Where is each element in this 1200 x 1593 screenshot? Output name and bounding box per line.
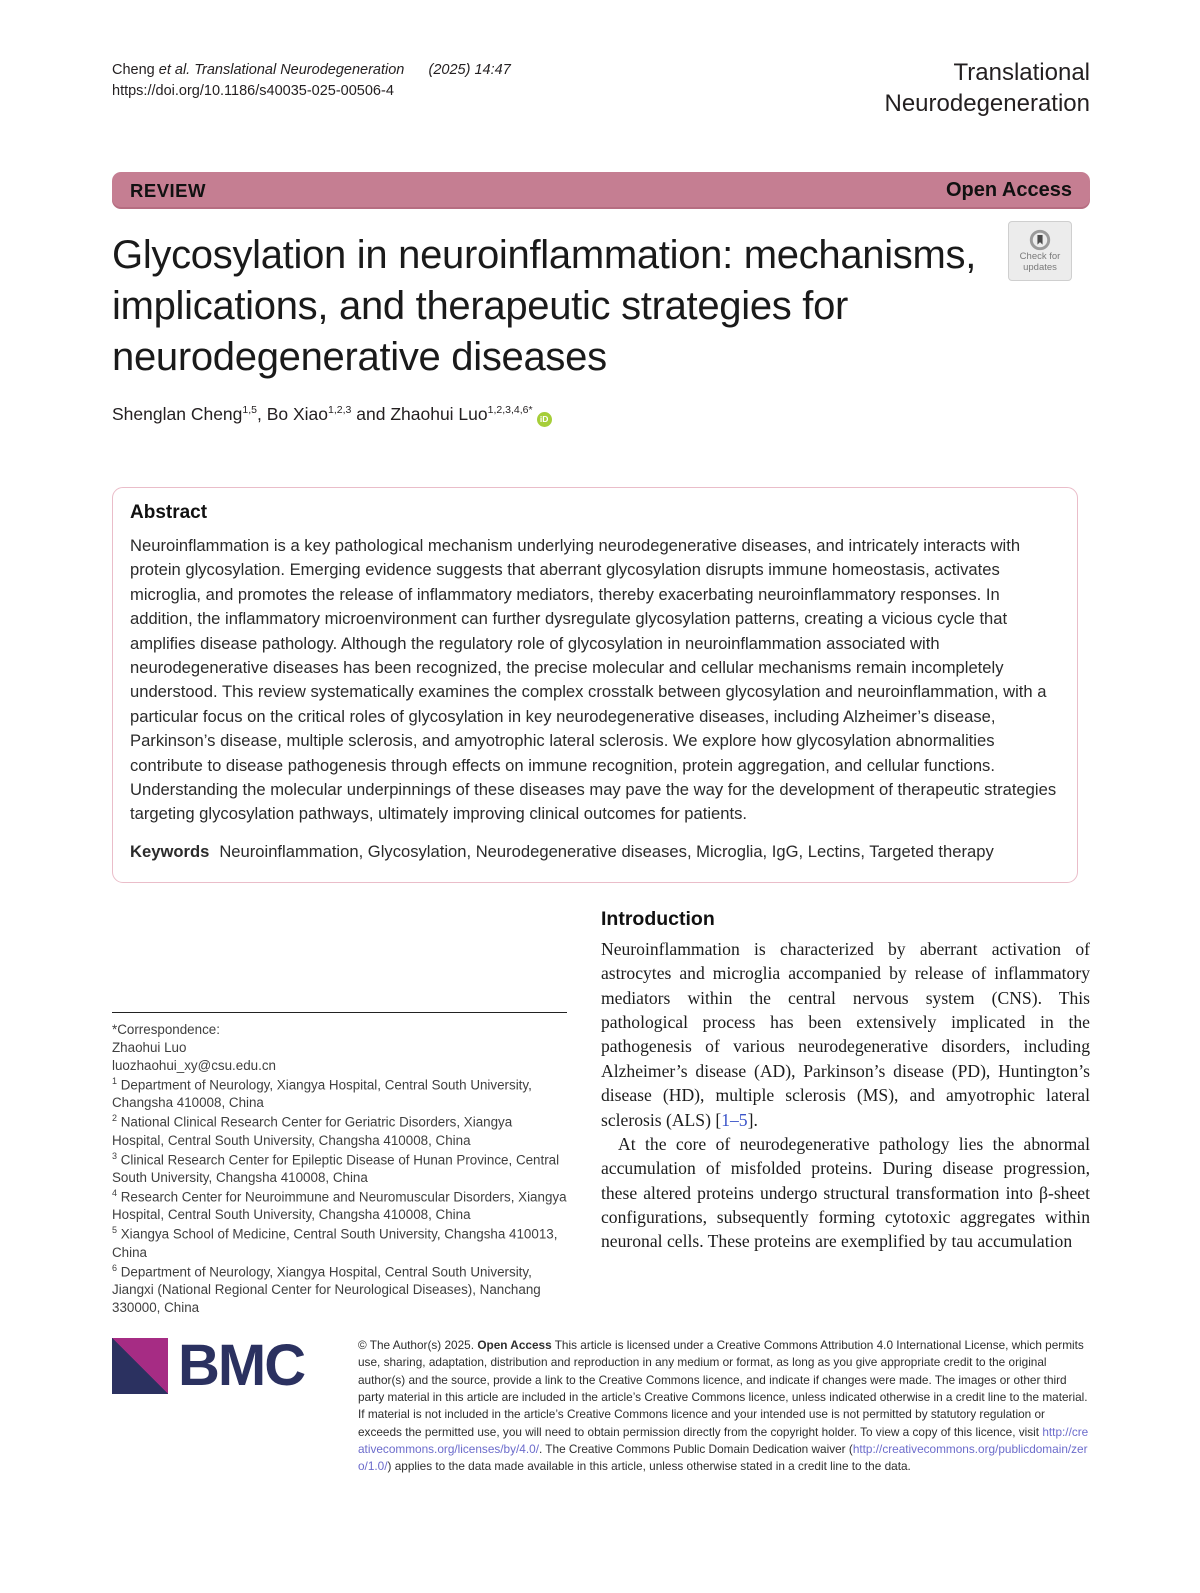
correspondence-block <box>112 1012 567 1317</box>
keywords-text: Neuroinflammation, Glycosylation, Neurodegenerative diseases, Microglia, IgG, Lectins, Targeted therapy <box>219 841 994 861</box>
citation-author: Cheng <box>112 62 159 78</box>
bmc-logo-square-icon <box>112 1338 168 1394</box>
correspondence-label: *Correspondence: <box>112 1022 220 1037</box>
introduction-section <box>601 908 1090 1254</box>
license-body-2: . The Creative Commons Public Domain Dedication waiver ( <box>538 1441 853 1456</box>
license-link-public-domain[interactable]: http://creativecommons.org/publicdomain/zero/1.0/ <box>358 1441 1088 1474</box>
abstract-box <box>112 487 1078 883</box>
author-separator: , <box>257 404 267 424</box>
bmc-logo <box>112 1333 305 1398</box>
citation-journal-italic: et al. Translational Neurodegeneration <box>158 62 405 78</box>
keywords-line <box>130 840 1060 864</box>
journal-name-line2: Neurodegeneration <box>884 89 1090 117</box>
article-type-label: REVIEW <box>130 179 206 201</box>
correspondence-divider <box>112 1012 567 1013</box>
license-link-cc-by[interactable]: http://creativecommons.org/licenses/by/4.0/ <box>358 1424 1089 1456</box>
doi-link[interactable]: https://doi.org/10.1186/s40035-025-00506-4 <box>112 83 394 100</box>
license-copyright: © The Author(s) 2025. <box>358 1338 478 1352</box>
affiliation-6: $^6$ Department of Neurology, Xiangya Hospital, Central South University, Jiangxi (National Regional Center for Neurological Diseases), Nanchang 330000, China <box>112 1262 541 1316</box>
journal-name <box>885 58 1091 119</box>
affiliation-4: $^4$ Research Center for Neuroimmune and Neuromuscular Disorders, Xiangya Hospital, Central South University, Changsha 410008, China <box>112 1187 567 1223</box>
abstract-body: Neuroinflammation is a key pathological mechanism underlying neurodegenerative diseases, and intricately interacts with protein glycosylation. Emerging evidence suggests that aberrant glycosylation disrupts immune homeostasis, activates microglia, and promotes the release of inflammatory mediators, thereby exacerbating neuroinflammatory responses. In addition, the inflammatory microenvironment can further dysregulate glycosylation patterns, creating a vicious cycle that amplifies disease pathology. Although the regulatory role of glycosylation in neuroinflammation associated with neurodegenerative diseases has been recognized, the precise molecular and cellular mechanisms remain incompletely understood. This review systematically examines the complex crosstalk between glycosylation and neuroinflammation, with a particular focus on the critical roles of glycosylation in key neurodegenerative diseases, including Alzheimer’s disease, Parkinson’s disease, multiple sclerosis, and amyotrophic lateral sclerosis. We explore how glycosylation abnormalities contribute to disease pathogenesis through effects on immune recognition, protein aggregation, and cellular functions. Understanding the molecular underpinnings of these diseases may pave the way for the development of therapeutic strategies targeting glycosylation pathways, ultimately improving clinical outcomes for patients. <box>130 536 1057 824</box>
author-line <box>112 404 552 427</box>
citation-volume: (2025) 14:47 <box>428 62 511 78</box>
bmc-logo-text: BMC <box>178 1333 305 1398</box>
license-body-1: This article is licensed under a Creative Commons Attribution 4.0 International License, which permits use, sharing, adaptation, distribution and reproduction in any medium or format, as long as you give appropriate credit to the original author(s) and the source, provide a link to the Creative Commons licence, and indicate if changes were made. The images or other third party material in this article are included in the article’s Creative Commons licence, unless indicated otherwise in a credit line to the material. If material is not included in the article’s Creative Commons licence and your intended use is not permitted by statutory regulation or exceeds the permitted use, you will need to obtain permission directly from the copyright holder. To view a copy of this licence, visit <box>358 1338 1088 1439</box>
reference-link-1-5[interactable]: 1–5 <box>721 1109 748 1130</box>
author-separator-2: and <box>351 404 391 424</box>
license-text <box>358 1337 1090 1476</box>
correspondence-email[interactable]: luozhaohui_xy@csu.edu.cn <box>112 1057 276 1073</box>
check-for-updates-text: Check for updates <box>1019 250 1061 273</box>
citation-block <box>112 60 511 102</box>
orcid-icon[interactable]: iD <box>537 412 552 427</box>
author-2-affil-sup: 1,2,3 <box>328 404 352 417</box>
introduction-paragraph-2: At the core of neurodegenerative pathology lies the abnormal accumulation of misfolded proteins. During disease progression, these altered proteins undergo structural transformation into β-sheet configurations, subsequently forming cytotoxic aggregates within neuronal cells. These proteins are exemplified by tau accumulation <box>601 1133 1090 1252</box>
open-access-label: Open Access <box>946 179 1072 201</box>
author-2: Bo Xiao <box>266 404 329 424</box>
author-3-affil-sup: 1,2,3,4,6* <box>487 404 533 417</box>
author-1: Shenglan Cheng <box>112 404 243 424</box>
affiliation-2: $^2$ National Clinical Research Center for Geriatric Disorders, Xiangya Hospital, Central South University, Changsha 410008, China <box>112 1113 513 1148</box>
introduction-heading: Introduction <box>601 908 715 930</box>
license-open-access: Open Access <box>477 1338 552 1352</box>
journal-name-line1: Translational <box>953 59 1090 86</box>
affiliation-3: $^3$ Clinical Research Center for Epileptic Disease of Hunan Province, Central South University, Changsha 410008, China <box>112 1150 560 1186</box>
affiliation-1: $^1$ Department of Neurology, Xiangya Hospital, Central South University, Changsha 410008, China <box>112 1075 532 1111</box>
affiliation-5: $^5$ Xiangya School of Medicine, Central South University, Changsha 410013, China <box>112 1225 558 1260</box>
license-body-3: ) applies to the data made available in this article, unless otherwise stated in a credit line to the data. <box>387 1459 911 1474</box>
abstract-heading: Abstract <box>130 502 208 523</box>
article-title: Glycosylation in neuroinflammation: mechanisms, implications, and therapeutic strategies for neurodegenerative diseases <box>112 233 977 380</box>
author-1-affil-sup: 1,5 <box>242 404 257 417</box>
article-type-banner <box>112 172 1090 209</box>
check-for-updates-icon <box>1029 229 1051 251</box>
keywords-label: Keywords <box>130 841 210 861</box>
author-3: Zhaohui Luo <box>390 404 488 424</box>
introduction-paragraph-1: Neuroinflammation is characterized by aberrant activation of astrocytes and microglia accompanied by release of inflammatory mediators within the central nervous system (CNS). This pathological process has been extensively implicated in the pathogenesis of various neurodegenerative disorders, including Alzheimer’s disease (AD), Parkinson’s disease (PD), Huntington’s disease (HD), multiple sclerosis (MS), and amyotrophic lateral sclerosis (ALS) [1–5]. <box>601 939 1090 1130</box>
check-for-updates-button[interactable] <box>1008 221 1072 281</box>
correspondence-name: Zhaohui Luo <box>112 1039 187 1055</box>
